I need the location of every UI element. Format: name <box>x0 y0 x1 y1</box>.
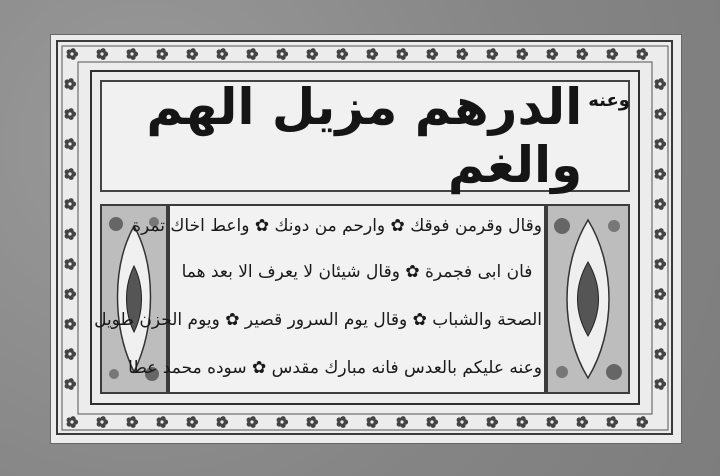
text-line-1: وقال وقرمن فوقك ✿ وارحم من دونك ✿ واعط اخاك تمرة <box>132 216 542 236</box>
calligraphy-title <box>100 78 630 194</box>
title-note: وعنه <box>588 90 630 111</box>
text-line-2: فان ابى فجمرة ✿ وقال شيئان لا يعرف الا بعد هما <box>181 262 533 282</box>
text-line-4: وعنه عليكم بالعدس فانه مبارك مقدس ✿ سوده محمد عطا <box>128 358 542 378</box>
title-main: الدرهم مزيل الهم والغم <box>146 78 583 194</box>
right-arabesque-icon <box>548 206 628 392</box>
text-line-3: الصحة والشباب ✿ وقال يوم السرور قصير ✿ ويوم الحزن طويل <box>94 310 542 330</box>
right-illumination <box>546 204 630 394</box>
